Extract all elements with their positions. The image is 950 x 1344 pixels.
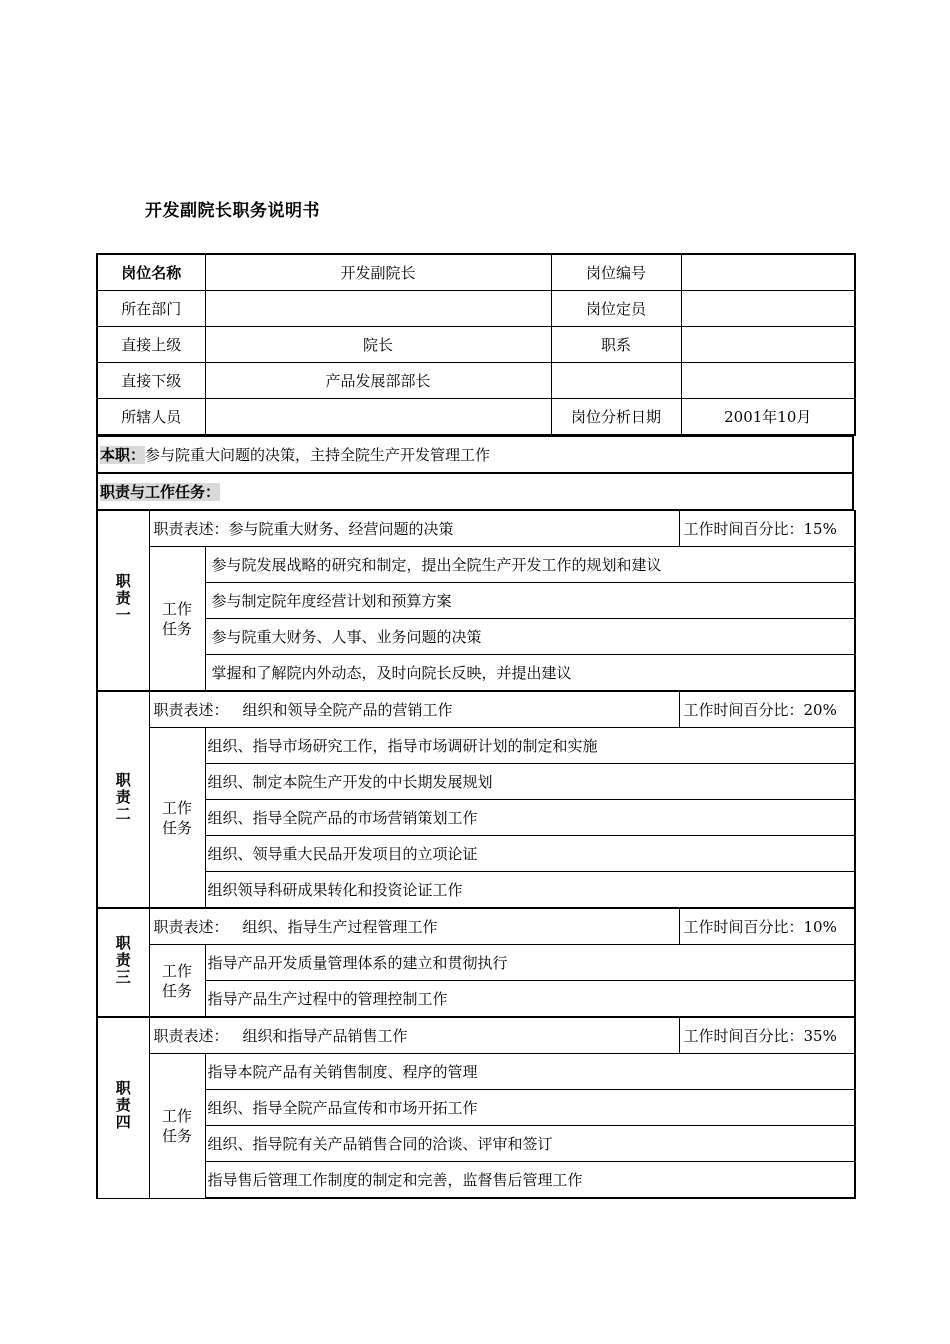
staffing-label: 岗位定员 <box>551 291 681 327</box>
core-label: 本职： <box>100 446 146 464</box>
task-row <box>97 1054 855 1090</box>
grade-label: 职系 <box>551 327 681 363</box>
task-label: 工作 任务 <box>161 798 192 837</box>
task-text: 组织、制定本院生产开发的中长期发展规划 <box>205 764 855 800</box>
duty-desc-label: 职责表述： <box>153 520 229 538</box>
duty-name: 职责二 <box>113 772 132 823</box>
task-text: 指导产品生产过程中的管理控制工作 <box>205 981 855 1018</box>
duty-pct-value: 15% <box>803 520 837 538</box>
duty-desc-row <box>97 691 855 728</box>
post-name-value: 开发副院长 <box>205 254 551 291</box>
duty-desc-cell <box>149 908 679 945</box>
duty-pct-cell <box>679 1017 855 1054</box>
task-row <box>97 872 855 909</box>
jurisdiction-value <box>205 399 551 436</box>
post-code-label: 岗位编号 <box>551 254 681 291</box>
task-label: 工作 任务 <box>161 599 192 638</box>
task-row <box>97 800 855 836</box>
task-row <box>97 945 855 981</box>
task-label-cell <box>149 728 205 909</box>
duty-pct-cell <box>679 511 855 547</box>
task-row <box>97 981 855 1018</box>
duty-name-cell <box>97 511 149 692</box>
task-text: 指导售后管理工作制度的制定和完善，监督售后管理工作 <box>205 1162 855 1199</box>
task-text: 指导产品开发质量管理体系的建立和贯彻执行 <box>205 945 855 981</box>
post-name-label: 岗位名称 <box>97 254 205 291</box>
task-text: 组织、指导全院产品的市场营销策划工作 <box>205 800 855 836</box>
duty-desc-text: 组织和领导全院产品的营销工作 <box>242 701 453 719</box>
task-row <box>97 583 855 619</box>
duty-pct-cell <box>679 691 855 728</box>
task-row <box>97 728 855 764</box>
superior-value: 院长 <box>205 327 551 363</box>
duty-pct-label: 工作时间百分比： <box>683 701 804 719</box>
task-label-cell <box>149 945 205 1018</box>
duty-desc-text: 组织、指导生产过程管理工作 <box>242 918 438 936</box>
duty-name: 职责一 <box>113 573 132 624</box>
subordinate-value: 产品发展部部长 <box>205 363 551 399</box>
duty-desc-row <box>97 908 855 945</box>
duty-pct-value: 10% <box>803 918 837 936</box>
duty-pct-label: 工作时间百分比： <box>683 520 804 538</box>
task-row <box>97 547 855 583</box>
duty-desc-row <box>97 511 855 547</box>
duty-desc-cell <box>149 1017 679 1054</box>
duty-desc-label: 职责表述： <box>153 701 229 719</box>
task-label: 工作 任务 <box>161 1106 192 1145</box>
task-label-cell <box>149 547 205 692</box>
dept-label: 所在部门 <box>97 291 205 327</box>
duty-name-cell <box>97 908 149 1017</box>
task-text: 指导本院产品有关销售制度、程序的管理 <box>205 1054 855 1090</box>
page-title: 开发副院长职务说明书 <box>145 201 320 221</box>
task-text: 组织、指导市场研究工作，指导市场调研计划的制定和实施 <box>205 728 855 764</box>
task-row <box>97 764 855 800</box>
core-text: 参与院重大问题的决策，主持全院生产开发管理工作 <box>145 446 491 464</box>
duties-table <box>96 510 856 1199</box>
task-text: 组织领导科研成果转化和投资论证工作 <box>205 872 855 909</box>
duty-desc-label: 职责表述： <box>153 918 229 936</box>
post-info-table <box>96 253 856 436</box>
duties-heading: 职责与工作任务： <box>100 483 221 501</box>
duty-name-cell <box>97 691 149 908</box>
superior-label: 直接上级 <box>97 327 205 363</box>
task-text: 参与制定院年度经营计划和预算方案 <box>205 583 855 619</box>
duty-name: 职责四 <box>113 1080 132 1132</box>
duty-name: 职责三 <box>113 935 132 986</box>
task-row <box>97 1126 855 1162</box>
task-row <box>97 1162 855 1199</box>
task-row <box>97 1090 855 1126</box>
task-row <box>97 836 855 872</box>
task-text: 掌握和了解院内外动态，及时向院长反映，并提出建议 <box>205 655 855 692</box>
dept-value <box>205 291 551 327</box>
duty-desc-label: 职责表述： <box>153 1027 229 1045</box>
duty-pct-label: 工作时间百分比： <box>683 1027 804 1045</box>
duties-heading-row <box>97 473 853 510</box>
jurisdiction-label: 所辖人员 <box>97 399 205 436</box>
core-row <box>97 437 853 474</box>
grade-value <box>681 327 855 363</box>
job-description-form <box>96 253 854 1199</box>
duty-pct-label: 工作时间百分比： <box>683 918 804 936</box>
duty-pct-value: 35% <box>803 1027 837 1045</box>
task-row <box>97 655 855 692</box>
subordinate-label: 直接下级 <box>97 363 205 399</box>
task-row <box>97 619 855 655</box>
task-label-cell <box>149 1054 205 1199</box>
subordinate-extra <box>551 363 681 399</box>
duty-desc-cell <box>149 511 679 547</box>
duty-pct-value: 20% <box>803 701 837 719</box>
duty-desc-cell <box>149 691 679 728</box>
duty-name-cell <box>97 1017 149 1198</box>
duty-desc-row <box>97 1017 855 1054</box>
subordinate-extra-value <box>681 363 855 399</box>
duty-pct-cell <box>679 908 855 945</box>
analysis-date-label: 岗位分析日期 <box>551 399 681 436</box>
staffing-value <box>681 291 855 327</box>
duty-desc-text: 组织和指导产品销售工作 <box>242 1027 408 1045</box>
task-text: 参与院发展战略的研究和制定，提出全院生产开发工作的规划和建议 <box>205 547 855 583</box>
task-text: 组织、指导全院产品宣传和市场开拓工作 <box>205 1090 855 1126</box>
task-text: 组织、指导院有关产品销售合同的洽谈、评审和签订 <box>205 1126 855 1162</box>
post-code-value <box>681 254 855 291</box>
core-table <box>96 436 854 510</box>
analysis-date-value: 2001年10月 <box>681 399 855 436</box>
task-text: 参与院重大财务、人事、业务问题的决策 <box>205 619 855 655</box>
duty-desc-text: 参与院重大财务、经营问题的决策 <box>228 520 454 538</box>
task-text: 组织、领导重大民品开发项目的立项论证 <box>205 836 855 872</box>
task-label: 工作 任务 <box>161 961 192 1000</box>
